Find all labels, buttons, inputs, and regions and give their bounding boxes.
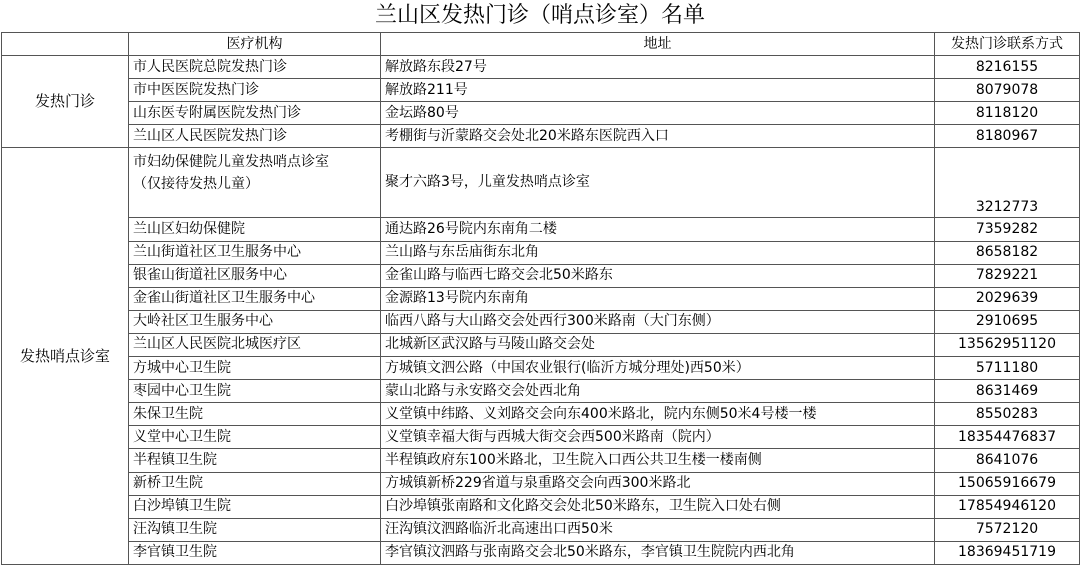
- institution-name: 枣园中心卫生院: [129, 380, 381, 403]
- institution-name: 朱保卫生院: [129, 403, 381, 426]
- institution-phone: 15065916679: [935, 472, 1080, 495]
- institution-name: 方城中心卫生院: [129, 357, 381, 380]
- institution-address: 考棚街与沂蒙路交会处北20米路东医院西入口: [381, 125, 935, 148]
- institution-name: 山东医专附属医院发热门诊: [129, 102, 381, 125]
- table-row: [2, 148, 1080, 218]
- header-category: [2, 33, 129, 56]
- table-row: [2, 541, 1080, 564]
- table-row: [2, 495, 1080, 518]
- institution-phone: 8658182: [935, 241, 1080, 264]
- table-row: [2, 472, 1080, 495]
- table-row: [2, 426, 1080, 449]
- table-row: [2, 357, 1080, 380]
- institution-phone: 18354476837: [935, 426, 1080, 449]
- table-row: [2, 449, 1080, 472]
- institution-name: 兰山街道社区卫生服务中心: [129, 241, 381, 264]
- institution-phone: 8631469: [935, 380, 1080, 403]
- institution-name: 兰山区人民医院北城医疗区: [129, 333, 381, 356]
- institution-name: 白沙埠镇卫生院: [129, 495, 381, 518]
- table-row: [2, 56, 1080, 79]
- institution-address: 金雀山路与临西七路交会北50米路东: [381, 264, 935, 287]
- institution-address: 解放路211号: [381, 79, 935, 102]
- institution-address: 临西八路与大山路交会处西行300米路南（大门东侧）: [381, 310, 935, 333]
- institution-phone: 8180967: [935, 125, 1080, 148]
- institution-phone: 3212773: [935, 148, 1080, 218]
- table-row: [2, 518, 1080, 541]
- institution-name: 银雀山街道社区服务中心: [129, 264, 381, 287]
- institution-address: 通达路26号院内东南角二楼: [381, 218, 935, 241]
- table-row: [2, 333, 1080, 356]
- institution-name: 义堂中心卫生院: [129, 426, 381, 449]
- institution-phone: 8079078: [935, 79, 1080, 102]
- table-row: [2, 241, 1080, 264]
- institution-name: 半程镇卫生院: [129, 449, 381, 472]
- institution-name: 市人民医院总院发热门诊: [129, 56, 381, 79]
- institution-phone: 8550283: [935, 403, 1080, 426]
- institution-address: 李官镇汶泗路与张南路交会北50米路东，李官镇卫生院院内西北角: [381, 541, 935, 564]
- institution-name: 汪沟镇卫生院: [129, 518, 381, 541]
- table-row: [2, 218, 1080, 241]
- institution-phone: 7829221: [935, 264, 1080, 287]
- institution-address: 义堂镇幸福大街与西城大街交会西500米路南（院内）: [381, 426, 935, 449]
- header-institution: 医疗机构: [129, 33, 381, 56]
- institution-address: 聚才六路3号，儿童发热哨点诊室: [381, 148, 935, 218]
- institution-name-line2: （仅接待发热儿童）: [133, 176, 259, 193]
- institution-name-line1: 市妇幼保健院儿童发热哨点诊室: [133, 154, 329, 171]
- institution-phone: 7572120: [935, 518, 1080, 541]
- table-row: [2, 403, 1080, 426]
- institution-name: 新桥卫生院: [129, 472, 381, 495]
- header-phone: 发热门诊联系方式: [935, 33, 1080, 56]
- table-row: [2, 310, 1080, 333]
- institution-address: 白沙埠镇张南路和文化路交会处北50米路东，卫生院入口处右侧: [381, 495, 935, 518]
- institution-phone: 2029639: [935, 287, 1080, 310]
- table-row: [2, 264, 1080, 287]
- institution-address: 方城镇文泗公路（中国农业银行(临沂方城分理处)西50米）: [381, 357, 935, 380]
- institution-name: [129, 148, 381, 218]
- institution-address: 半程镇政府东100米路北，卫生院入口西公共卫生楼一楼南侧: [381, 449, 935, 472]
- table-row: [2, 102, 1080, 125]
- institution-address: 义堂镇中纬路、义刘路交会向东400米路北，院内东侧50米4号楼一楼: [381, 403, 935, 426]
- institution-phone: 17854946120: [935, 495, 1080, 518]
- institution-address: 北城新区武汉路与马陵山路交会处: [381, 333, 935, 356]
- institution-name: 金雀山街道社区卫生服务中心: [129, 287, 381, 310]
- institution-name: 李官镇卫生院: [129, 541, 381, 564]
- institution-phone: 8216155: [935, 56, 1080, 79]
- institution-address: 金坛路80号: [381, 102, 935, 125]
- institution-phone: 8118120: [935, 102, 1080, 125]
- institution-address: 汪沟镇汶泗路临沂北高速出口西50米: [381, 518, 935, 541]
- institution-address: 蒙山北路与永安路交会处西北角: [381, 380, 935, 403]
- category-fever-clinic: 发热门诊: [2, 56, 129, 148]
- table-row: [2, 380, 1080, 403]
- institution-phone: 18369451719: [935, 541, 1080, 564]
- header-address: 地址: [381, 33, 935, 56]
- institution-phone: 5711180: [935, 357, 1080, 380]
- institution-name: 兰山区人民医院发热门诊: [129, 125, 381, 148]
- institution-address: 方城镇新桥229省道与泉重路交会向西300米路北: [381, 472, 935, 495]
- institution-phone: 8641076: [935, 449, 1080, 472]
- institution-phone: 13562951120: [935, 333, 1080, 356]
- table-row: [2, 125, 1080, 148]
- institution-name: 大岭社区卫生服务中心: [129, 310, 381, 333]
- institution-address: 解放路东段27号: [381, 56, 935, 79]
- table-row: [2, 287, 1080, 310]
- institution-address: 金源路13号院内东南角: [381, 287, 935, 310]
- page-title: 兰山区发热门诊（哨点诊室）名单: [374, 3, 705, 28]
- clinic-table: [1, 32, 1080, 565]
- header-row: [2, 33, 1080, 56]
- category-sentinel-clinic: 发热哨点诊室: [2, 148, 129, 564]
- institution-phone: 2910695: [935, 310, 1080, 333]
- table-row: [2, 79, 1080, 102]
- institution-name: 市中医医院发热门诊: [129, 79, 381, 102]
- institution-name: 兰山区妇幼保健院: [129, 218, 381, 241]
- institution-address: 兰山路与东岳庙街东北角: [381, 241, 935, 264]
- institution-phone: 7359282: [935, 218, 1080, 241]
